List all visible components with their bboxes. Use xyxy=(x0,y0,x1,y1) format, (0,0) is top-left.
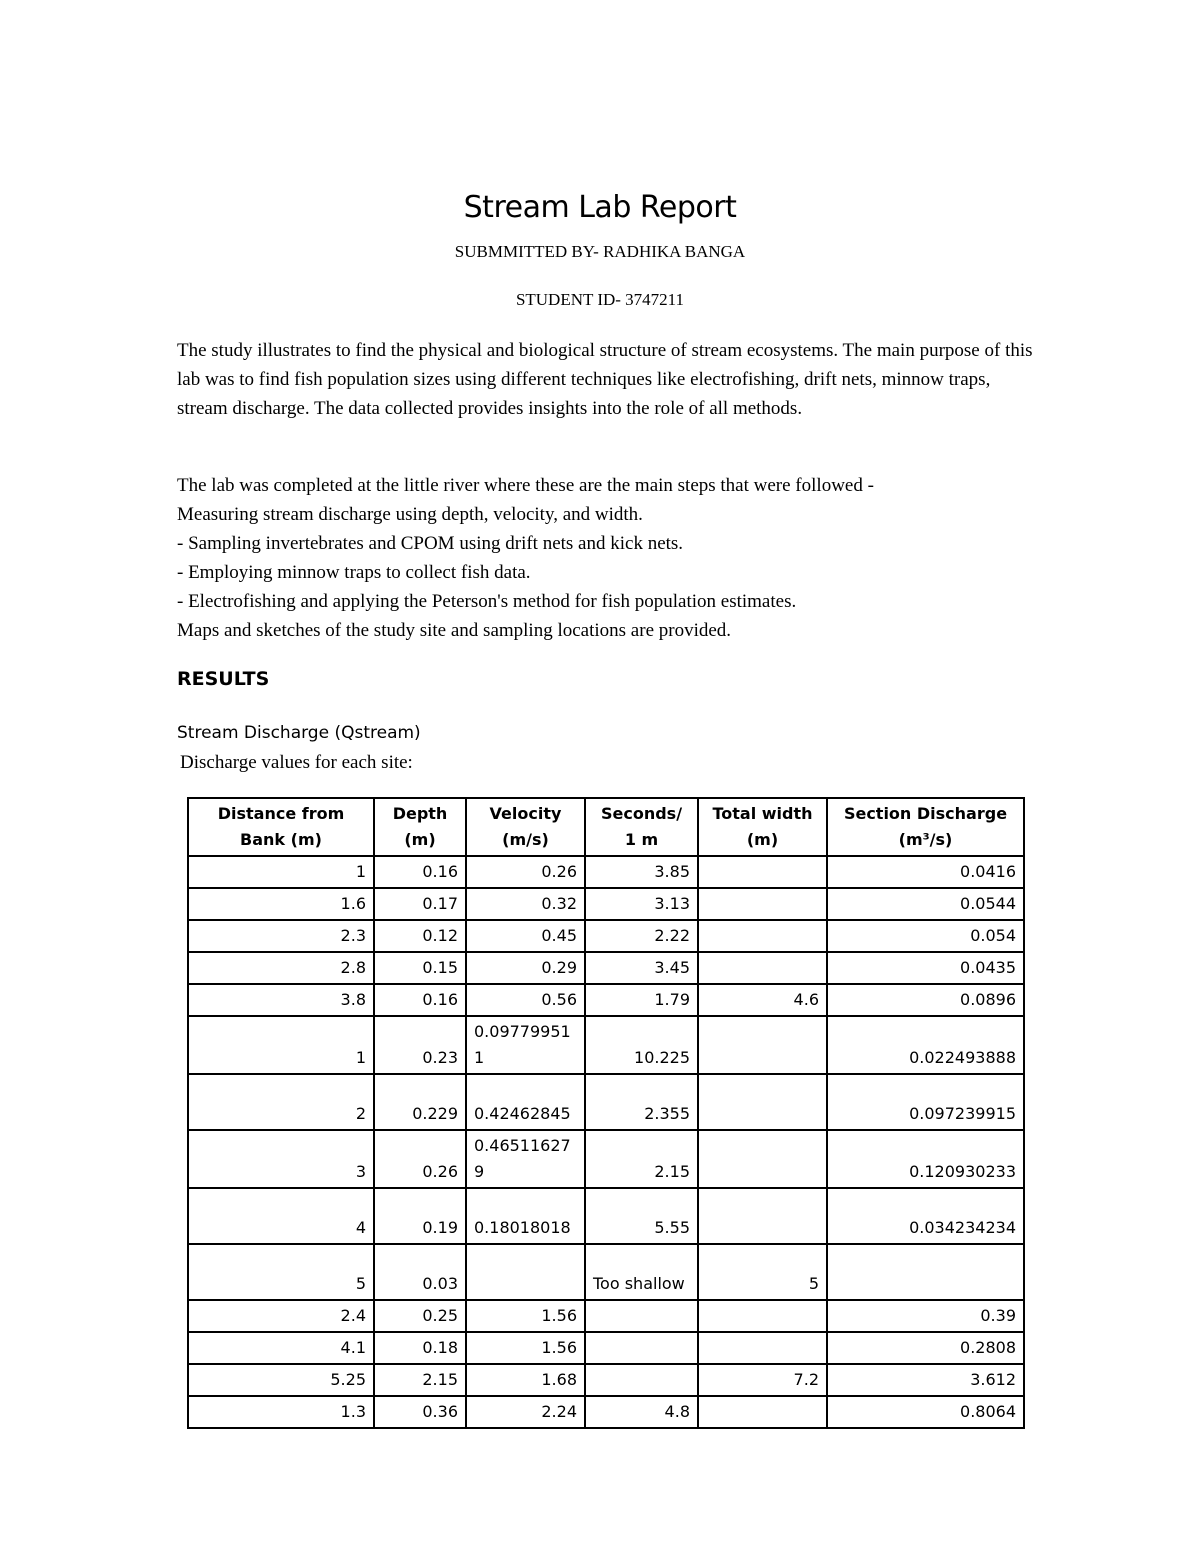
table-row xyxy=(188,1244,1024,1300)
cell-distance: 2.8 xyxy=(188,952,374,984)
header-total-width: Total width (m) xyxy=(698,798,827,856)
cell-distance: 4.1 xyxy=(188,1332,374,1364)
cell-discharge: 0.8064 xyxy=(827,1396,1024,1428)
cell-velocity: 0.18018018 xyxy=(466,1188,585,1244)
cell-width xyxy=(698,1332,827,1364)
cell-depth: 0.229 xyxy=(374,1074,466,1130)
cell-seconds: 2.22 xyxy=(585,920,698,952)
cell-width xyxy=(698,1074,827,1130)
cell-discharge: 0.39 xyxy=(827,1300,1024,1332)
cell-depth: 0.18 xyxy=(374,1332,466,1364)
cell-discharge: 0.120930233 xyxy=(827,1130,1024,1188)
header-velocity: Velocity (m/s) xyxy=(466,798,585,856)
cell-seconds: 4.8 xyxy=(585,1396,698,1428)
cell-width: 5 xyxy=(698,1244,827,1300)
methods-line: - Sampling invertebrates and CPOM using drift nets and kick nets. xyxy=(177,533,684,554)
cell-depth: 0.25 xyxy=(374,1300,466,1332)
cell-width xyxy=(698,856,827,888)
methods-line: - Employing minnow traps to collect fish data. xyxy=(177,562,531,583)
table-row xyxy=(188,1074,1024,1130)
cell-discharge: 3.612 xyxy=(827,1364,1024,1396)
methods-line: - Electrofishing and applying the Peterson's method for fish population estimates. xyxy=(177,591,797,612)
table-row xyxy=(188,1300,1024,1332)
cell-discharge: 0.2808 xyxy=(827,1332,1024,1364)
cell-depth: 2.15 xyxy=(374,1364,466,1396)
cell-seconds: 1.79 xyxy=(585,984,698,1016)
cell-seconds: 2.355 xyxy=(585,1074,698,1130)
cell-seconds xyxy=(585,1364,698,1396)
table-row xyxy=(188,888,1024,920)
cell-discharge xyxy=(827,1244,1024,1300)
cell-discharge: 0.034234234 xyxy=(827,1188,1024,1244)
section-label: Stream Discharge (Qstream) xyxy=(177,723,421,743)
cell-velocity: 1.68 xyxy=(466,1364,585,1396)
cell-seconds xyxy=(585,1300,698,1332)
cell-width xyxy=(698,952,827,984)
cell-distance: 1.6 xyxy=(188,888,374,920)
cell-velocity: 0.097799511 xyxy=(466,1016,585,1074)
cell-velocity xyxy=(466,1244,585,1300)
cell-velocity: 0.29 xyxy=(466,952,585,984)
cell-depth: 0.23 xyxy=(374,1016,466,1074)
methods-line: Maps and sketches of the study site and sampling locations are provided. xyxy=(177,620,732,641)
cell-distance: 5 xyxy=(188,1244,374,1300)
table-caption: Discharge values for each site: xyxy=(180,752,413,773)
table-row xyxy=(188,952,1024,984)
cell-velocity: 1.56 xyxy=(466,1332,585,1364)
header-section-discharge: Section Discharge (m³/s) xyxy=(827,798,1024,856)
table-row xyxy=(188,1188,1024,1244)
results-heading: RESULTS xyxy=(177,668,270,690)
submitted-by: SUBMMITTED BY- RADHIKA BANGA xyxy=(454,242,746,261)
table-row xyxy=(188,1016,1024,1074)
cell-width xyxy=(698,888,827,920)
table-row xyxy=(188,1396,1024,1428)
cell-velocity: 0.42462845 xyxy=(466,1074,585,1130)
page-title: Stream Lab Report xyxy=(463,190,737,225)
cell-seconds: Too shallow xyxy=(585,1244,698,1300)
methods-paragraph xyxy=(177,471,1037,645)
cell-seconds xyxy=(585,1332,698,1364)
cell-velocity: 2.24 xyxy=(466,1396,585,1428)
cell-distance: 2.3 xyxy=(188,920,374,952)
cell-depth: 0.16 xyxy=(374,856,466,888)
cell-distance: 2 xyxy=(188,1074,374,1130)
cell-distance: 2.4 xyxy=(188,1300,374,1332)
cell-velocity: 0.45 xyxy=(466,920,585,952)
cell-distance: 1 xyxy=(188,1016,374,1074)
cell-width xyxy=(698,1300,827,1332)
table-row xyxy=(188,920,1024,952)
header-depth: Depth (m) xyxy=(374,798,466,856)
cell-width: 7.2 xyxy=(698,1364,827,1396)
discharge-table xyxy=(187,797,1025,1429)
methods-line: Measuring stream discharge using depth, velocity, and width. xyxy=(177,504,643,525)
cell-distance: 1 xyxy=(188,856,374,888)
cell-depth: 0.03 xyxy=(374,1244,466,1300)
cell-velocity: 0.465116279 xyxy=(466,1130,585,1188)
cell-discharge: 0.0544 xyxy=(827,888,1024,920)
cell-distance: 3.8 xyxy=(188,984,374,1016)
cell-seconds: 10.225 xyxy=(585,1016,698,1074)
cell-width xyxy=(698,1188,827,1244)
cell-seconds: 2.15 xyxy=(585,1130,698,1188)
header-seconds: Seconds/ 1 m xyxy=(585,798,698,856)
cell-distance: 1.3 xyxy=(188,1396,374,1428)
cell-depth: 0.19 xyxy=(374,1188,466,1244)
table-header-row xyxy=(188,798,1024,856)
table-row xyxy=(188,1364,1024,1396)
cell-seconds: 3.85 xyxy=(585,856,698,888)
intro-paragraph: The study illustrates to find the physical and biological structure of stream ecosystems. The main purpose of this lab was to find fish population sizes using different techniques like electrofishing, drift nets, minnow traps, stream discharge. The data collected provides insights into the role of all methods. xyxy=(177,340,1033,419)
cell-depth: 0.26 xyxy=(374,1130,466,1188)
methods-line: The lab was completed at the little river where these are the main steps that were followed - xyxy=(177,475,874,496)
cell-depth: 0.12 xyxy=(374,920,466,952)
cell-discharge: 0.022493888 xyxy=(827,1016,1024,1074)
cell-discharge: 0.0416 xyxy=(827,856,1024,888)
table-row xyxy=(188,984,1024,1016)
cell-depth: 0.36 xyxy=(374,1396,466,1428)
table-row xyxy=(188,1130,1024,1188)
cell-velocity: 0.32 xyxy=(466,888,585,920)
cell-velocity: 0.56 xyxy=(466,984,585,1016)
table-row xyxy=(188,1332,1024,1364)
cell-width: 4.6 xyxy=(698,984,827,1016)
header-distance: Distance from Bank (m) xyxy=(188,798,374,856)
cell-seconds: 3.13 xyxy=(585,888,698,920)
cell-depth: 0.15 xyxy=(374,952,466,984)
table-row xyxy=(188,856,1024,888)
cell-width xyxy=(698,1396,827,1428)
cell-velocity: 1.56 xyxy=(466,1300,585,1332)
cell-distance: 4 xyxy=(188,1188,374,1244)
cell-depth: 0.17 xyxy=(374,888,466,920)
cell-velocity: 0.26 xyxy=(466,856,585,888)
cell-depth: 0.16 xyxy=(374,984,466,1016)
cell-seconds: 3.45 xyxy=(585,952,698,984)
cell-width xyxy=(698,1016,827,1074)
cell-discharge: 0.097239915 xyxy=(827,1074,1024,1130)
student-id: STUDENT ID- 3747211 xyxy=(515,290,685,309)
cell-distance: 3 xyxy=(188,1130,374,1188)
cell-distance: 5.25 xyxy=(188,1364,374,1396)
cell-width xyxy=(698,920,827,952)
cell-discharge: 0.0896 xyxy=(827,984,1024,1016)
cell-discharge: 0.054 xyxy=(827,920,1024,952)
cell-seconds: 5.55 xyxy=(585,1188,698,1244)
cell-width xyxy=(698,1130,827,1188)
cell-discharge: 0.0435 xyxy=(827,952,1024,984)
